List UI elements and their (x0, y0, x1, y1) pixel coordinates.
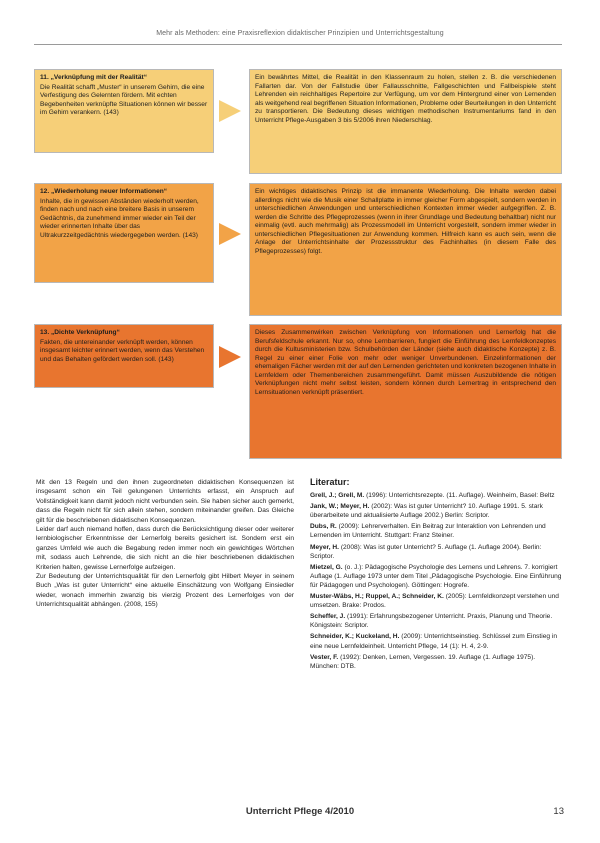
running-title: Mehr als Methoden: eine Praxisreflexion didaktischer Prinzipien und Unterrichtsgestaltung (156, 30, 444, 37)
literature-author: Scheffer, J. (310, 613, 346, 621)
consequence-box-12 (249, 183, 562, 316)
consequence-box-11 (249, 69, 562, 174)
literature-details: (o. J.): Pädagogische Psychologie des Lernens und Lehrens. 7. korrigiert Auflage (1. Auflage 1973 unter dem Titel „Pädagogische Psychologie. Eine Einführung für Pädagogen und Psychologen). Göttingen: Hogrefe. (310, 563, 562, 589)
literature-item (310, 563, 562, 590)
body-paragraph: Leider darf auch niemand hoffen, dass durch die Berücksichtigung dieser oder weiterer lernbiologischer Erkenntnisse der Lernerfolg bereits gesichert ist. Sondern erst ein ganzes Umfeld wie auch die Begabung reden immer noch ein gewichtiges Wörtchen mit, sodass auch Lehrende, die sich nicht an die hier beschriebenen didaktischen Kriterien halten, gewisse Lernerfolge aufzeigen. (36, 526, 294, 571)
arrow-right-icon (219, 223, 241, 245)
literature-author: Vester, F. (310, 653, 339, 661)
literature-author: Meyer, H. (310, 543, 339, 551)
rule-box-11 (34, 69, 214, 153)
header-divider (34, 44, 562, 45)
journal-title: Unterricht Pflege 4/2010 (245, 806, 355, 817)
literature-details: (2002): Was ist guter Unterricht? 10. Auflage 1991. 5. stark überarbeitete und aktualisierte Auflage 2002.) Berlin: Scriptor. (310, 503, 543, 520)
literature-item (310, 502, 562, 520)
literature-details: (2009): Unterrichtseinstieg. Schlüssel zum Einstieg in eine neue Lernfeldeinheit. Unterricht Pflege, 14 (1): H. 4, 2-9. (310, 633, 558, 650)
literature-details: (1991): Erfahrungsbezogener Unterricht. Praxis, Planung und Theorie. Königstein: Scriptor. (310, 613, 553, 630)
literature-details: (2008): Was ist guter Unterricht? 5. Auflage (1. Auflage 2004). Berlin: Scriptor. (310, 543, 542, 560)
literature-details: (1996): Unterrichtsrezepte. (11. Auflage). Weinheim, Basel: Beltz (366, 492, 555, 500)
rule-title: 11. „Verknüpfung mit der Realität“ (40, 74, 147, 81)
literature-list (310, 478, 562, 673)
rule-text: Inhalte, die in gewissen Abständen wiederholt werden, finden nach und nach eine breitere Basis in unserem Gedächtnis, da zunehmend immer wieder ein Teil der wieder erinnerten Inhalte über das Ultrakurzzeitgedächtnis wiedergegeben werden. (143) (40, 197, 199, 239)
consequence-text: Dieses Zusammenwirken zwischen Verknüpfung von Informationen und Lernerfolg hat die Berufsfeldschule erkannt. Nur so, ohne Lernbarrieren, fungiert die Einführung des Lernfeldkonzeptes durch die Kultusministerien bzw. Schulbehörden der Länder (siehe auch didaktische Konzepte) z. B. Regel zu einer einer Folie von mehr oder weniger Unverbundenen. Einzelinformationen der ehemaligen Fächer werden mit der auf den Lernenden gerichteten und konkreten bezogenen Inhalte in Lernfeldern oder Themenbereichen zusammengeführt. Damit müssen Auszubildende die nötigen Verknüpfungen nicht mehr selbst leisten, sondern können durch Lernertrag in entsprechend den Lernsituationen verknüpft präsentiert. (255, 329, 556, 396)
literature-item (310, 522, 562, 540)
literature-author: Mietzel, G. (310, 563, 343, 571)
literature-author: Muster-Wäbs, H.; Ruppel, A.; Schneider, K. (310, 593, 444, 601)
literature-item (310, 653, 562, 671)
rule-title: 12. „Wiederholung neuer Informationen“ (40, 188, 168, 195)
literature-item (310, 592, 562, 610)
literature-author: Schneider, K.; Kuckeland, H. (310, 633, 400, 641)
literature-item (310, 632, 562, 650)
arrow-right-icon (219, 346, 241, 368)
consequence-text: Ein wichtiges didaktisches Prinzip ist die immanente Wiederholung. Die Inhalte werden dabei allerdings nicht wie die Musik einer Schallplatte in immer gleicher Form abgespielt, sondern werden in unterschiedlichen Anwendungen und unterschiedlichen Kontexten immer wieder aufgegriffen. Z. B. werden die Schritte des Pflegeprozesses (wenn in ihrer Grundlage und Bedeutung behaltbar) nicht nur einmalig (evtl. auch mehrmalig) als Prozessmodell im Unterricht vorgestellt, sondern immer wieder in unterschiedlichen Pflegesituationen zur Anwendung kommen. Hilfreich kann es auch sein, wenn die Anlage der Unterrichtsinhalte der Prozessstruktur des Fachinhaltes (in diesem Falle des Pflegeprozesses) folgt. (255, 188, 556, 255)
literature-item (310, 491, 562, 500)
consequence-text: Ein bewährtes Mittel, die Realität in den Klassenraum zu holen, stellen z. B. die verschiedenen Fallarten dar. Von der Fallstudie über Fallausschnitte, Fallgeschichten und Fallbeispiele steht Lehrenden ein reichhaltiges Repertoire zur Verfügung, um vor dem Hintergrund einer von Lernenden als weitgehend real begriffenen Situation Informationen, Probleme oder Beurteilungen in den Unterricht zu transportieren. Die Bedeutung dieses wichtigen methodischen Instrumentariums fand in den Unterricht Pflege-Ausgaben 3 bis 5/2006 ihren Niederschlag. (255, 74, 556, 124)
literature-item (310, 612, 562, 630)
rule-box-13 (34, 324, 214, 388)
body-paragraph: Zur Bedeutung der Unterrichtsqualität für den Lernerfolg gibt Hilbert Meyer in seinem Buch „Was ist guter Unterricht“ eine aktuelle Einschätzung von Wolfgang Einsiedler wieder, wonach immerhin zwanzig bis vierzig Prozent des Lernerfolges von der Unterrichtsqualität abhängen. (2008, 155) (36, 573, 294, 609)
rule-box-12 (34, 183, 214, 283)
body-paragraph: Mit den 13 Regeln und den ihnen zugeordneten didaktischen Konsequenzen ist insgesamt schon ein Teil gelungenen Unterrichts erfasst, ein Anspruch auf Vollständigkeit kann damit jedoch nicht verbunden sein. Sie haben sicher auch gemerkt, dass die Regeln nicht für sich allein stehen, sondern miteinander greifen. Das Gleiche gilt für die beschriebenen didaktischen Konsequenzen. (36, 479, 294, 524)
literature-details: (1992): Denken, Lernen, Vergessen. 19. Auflage (1. Auflage 1975). München: DTB. (310, 653, 536, 670)
literature-details: (2005): Lernfeldkonzept verstehen und umsetzen. Brake: Prodos. (310, 593, 559, 610)
rule-title: 13. „Dichte Verknüpfung“ (40, 329, 120, 336)
arrow-right-icon (219, 100, 241, 122)
literature-author: Dubs, R. (310, 523, 337, 531)
rule-text: Die Realität schafft „Muster“ in unserem Gehirn, die eine Verfestigung des Gelernten fördern. Mit echten Begebenheiten verknüpfte Situationen können wir besser im Gehirn verankern. (143) (40, 83, 208, 116)
literature-details: (2009): Lehrerverhalten. Ein Beitrag zur Interaktion von Lehrenden und Lernenden im Unterricht. Stuttgart: Franz Steiner. (310, 523, 546, 540)
literature-author: Jank, W.; Meyer, H. (310, 503, 370, 511)
body-text (36, 478, 294, 610)
literature-heading: Literatur: (310, 477, 350, 487)
literature-item (310, 543, 562, 561)
page-number: 13 (553, 806, 564, 817)
rule-text: Fakten, die untereinander verknüpft werden, können insgesamt leichter erinnert werden, wenn das Verstehen und das Behalten gefördert werden soll. (143) (40, 338, 205, 363)
literature-author: Grell, J.; Grell, M. (310, 492, 365, 500)
consequence-box-13 (249, 324, 562, 459)
